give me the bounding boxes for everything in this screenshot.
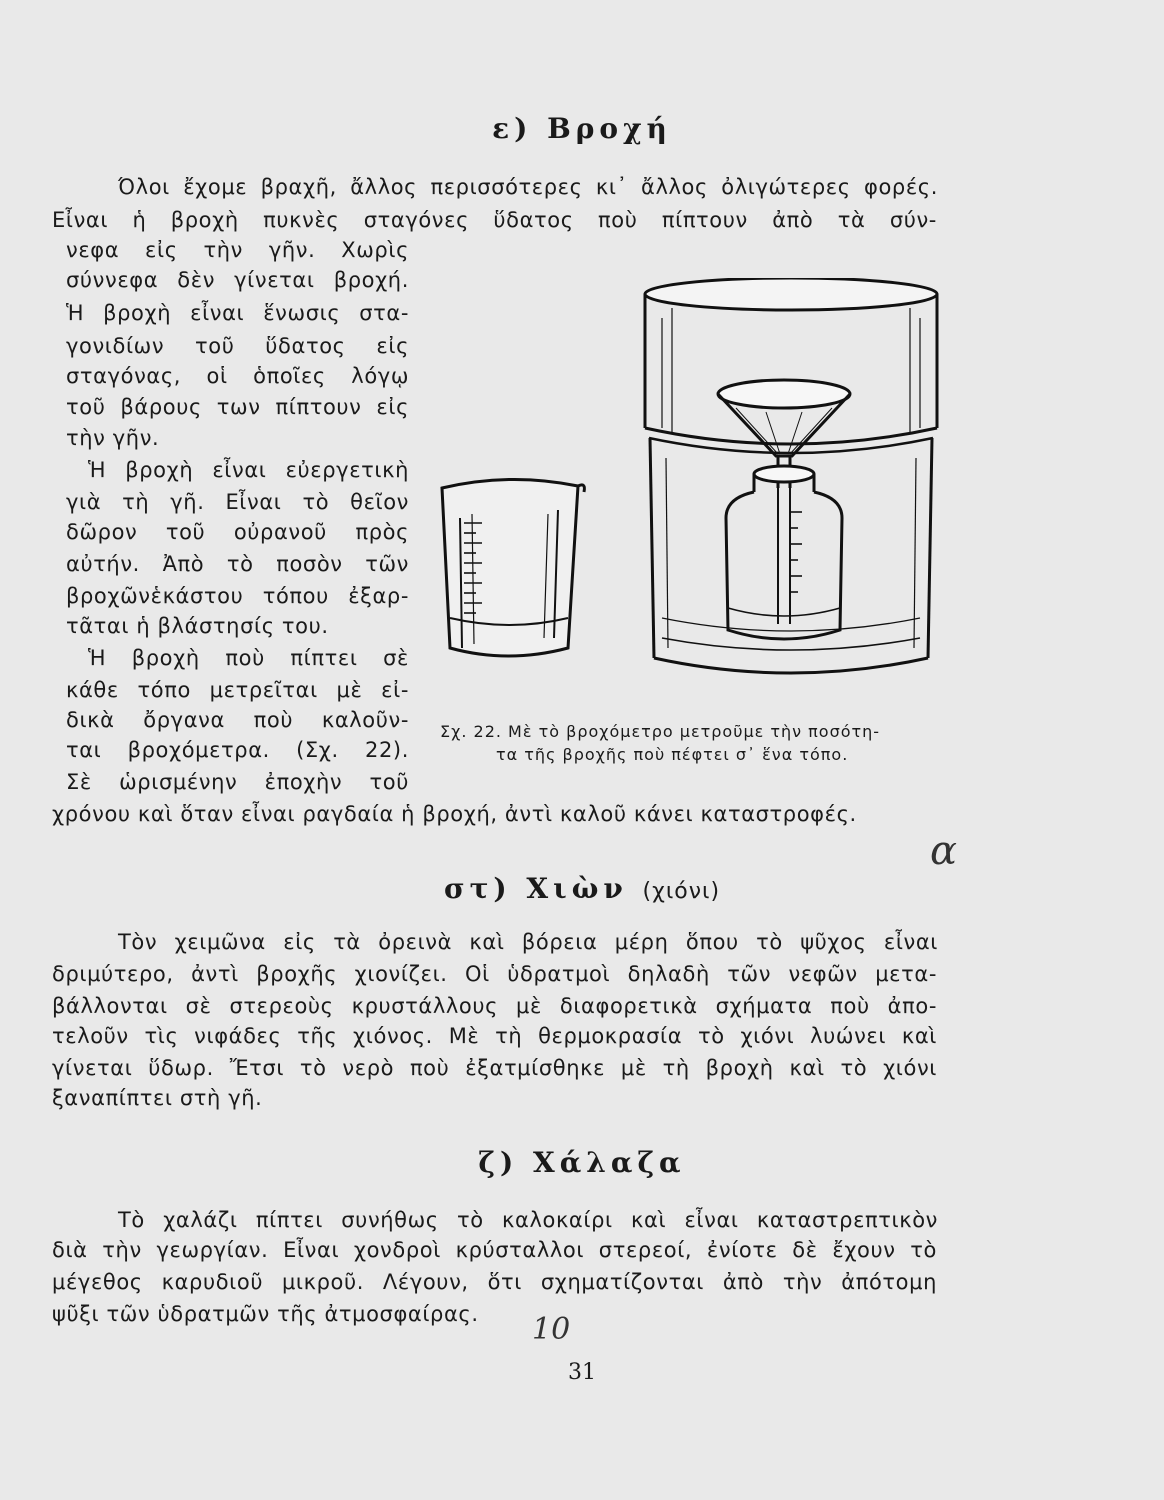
heading-chion-note: (χιόνι) <box>642 879 721 904</box>
rain-gauge-figure <box>436 278 956 708</box>
text-line: ψῦξι τῶν ὑδρατμῶν τῆς ἀτμοσφαίρας. <box>52 1302 479 1326</box>
heading-chalaza: ζ) Χάλαζα <box>478 1146 686 1179</box>
text-line: αὐτήν. Ἀπὸ τὸ ποσὸν τῶν <box>66 552 409 576</box>
text-line: δῶρον τοῦ οὐρανοῦ πρὸς <box>66 520 409 544</box>
collecting-bottle-illustration <box>726 466 842 639</box>
text-line: ξαναπίπτει στὴ γῆ. <box>52 1086 263 1110</box>
text-line: δριμύτερο, ἀντὶ βροχῆς χιονίζει. Οἱ ὑδρατμοὶ δηλαδὴ τῶν νεφῶν μετα- <box>52 962 937 986</box>
heading-vrochi: ε) Βροχή <box>492 112 672 145</box>
text-line: Τὸν χειμῶνα εἰς τὰ ὀρεινὰ καὶ βόρεια μέρη ὅπου τὸ ψῦχος εἶναι <box>118 930 938 954</box>
text-line: γιὰ τὴ γῆ. Εἶναι τὸ θεῖον <box>66 490 409 514</box>
handwritten-number: 10 <box>532 1312 571 1347</box>
text-line: δικὰ ὄργανα ποὺ καλοῦν- <box>66 708 409 732</box>
figure-caption <box>440 722 950 764</box>
text-line: Ἡ βροχὴ ποὺ πίπτει σὲ <box>88 646 409 670</box>
text-line: τοῦ βάρους των πίπτουν εἰς <box>66 395 409 419</box>
page-number: 31 <box>568 1360 596 1385</box>
text-line: Ἡ βροχὴ εἶναι ἕνωσις στα- <box>66 301 409 325</box>
text-line: σύννεφα δὲν γίνεται βροχή. <box>66 268 409 292</box>
text-line: μέγεθος καρυδιοῦ μικροῦ. Λέγουν, ὅτι σχηματίζονται ἀπὸ τὴν ἀπότομη <box>52 1270 937 1294</box>
text-line: νεφα εἰς τὴν γῆν. Χωρὶς <box>66 238 409 262</box>
text-line: βάλλονται σὲ στερεοὺς κρυστάλλους μὲ διαφορετικὰ σχήματα ποὺ ἀπο- <box>52 994 937 1018</box>
heading-chion-title: στ) Χιὼν <box>443 872 628 905</box>
text-line: Όλοι ἔχομε βραχῆ, ἄλλος περισσότερες κι᾿ ἄλλος ὀλιγώτερες φορές. <box>118 175 938 199</box>
handwritten-mark: α <box>930 828 958 874</box>
text-line: κάθε τόπο μετρεῖται μὲ εἰ- <box>66 678 409 702</box>
text-line: χρόνου καὶ ὅταν εἶναι ραγδαία ἡ βροχή, ἀντὶ καλοῦ κάνει καταστροφές. <box>52 802 857 826</box>
text-line: τᾶται ἡ βλάστησίς του. <box>66 614 329 638</box>
text-line: τὴν γῆν. <box>66 426 160 450</box>
caption-line-2: τα τῆς βροχῆς ποὺ πέφτει σ᾿ ἕνα τόπο. <box>496 745 849 764</box>
text-line: γονιδίων τοῦ ὕδατος εἰς <box>66 334 409 358</box>
text-line: διὰ τὴν γεωργίαν. Εἶναι χονδροὶ κρύσταλλοι στερεοί, ἐνίοτε δὲ ἔχουν τὸ <box>52 1238 937 1262</box>
text-line: ται βροχόμετρα. (Σχ. 22). <box>66 738 409 762</box>
text-line: Σὲ ὡρισμένην ἐποχὴν τοῦ <box>66 770 409 794</box>
caption-line-1: Σχ. 22. Μὲ τὸ βροχόμετρο μετροῦμε τὴν ποσότη- <box>440 722 881 741</box>
text-line: τελοῦν τὶς νιφάδες τῆς χιόνος. Μὲ τὴ θερμοκρασία τὸ χιόνι λυώνει καὶ <box>52 1024 937 1048</box>
text-line: γίνεται ὕδωρ. Ἔτσι τὸ νερὸ ποὺ ἐξατμίσθηκε μὲ τὴ βροχὴ καὶ τὸ χιόνι <box>52 1056 937 1080</box>
beaker-illustration <box>442 479 584 656</box>
text-line: σταγόνας, οἱ ὁποῖες λόγῳ <box>66 364 409 388</box>
heading-chion <box>0 872 1164 905</box>
text-line: βροχῶνἑκάστου τόπου ἐξαρ- <box>66 584 409 608</box>
text-line: Ἡ βροχὴ εἶναι εὐεργετικὴ <box>88 458 409 482</box>
text-line: Τὸ χαλάζι πίπτει συνήθως τὸ καλοκαίρι καὶ εἶναι καταστρεπτικὸν <box>118 1208 938 1232</box>
text-line: Εἶναι ἡ βροχὴ πυκνὲς σταγόνες ὕδατος ποὺ πίπτουν ἀπὸ τὰ σύν- <box>52 208 937 232</box>
